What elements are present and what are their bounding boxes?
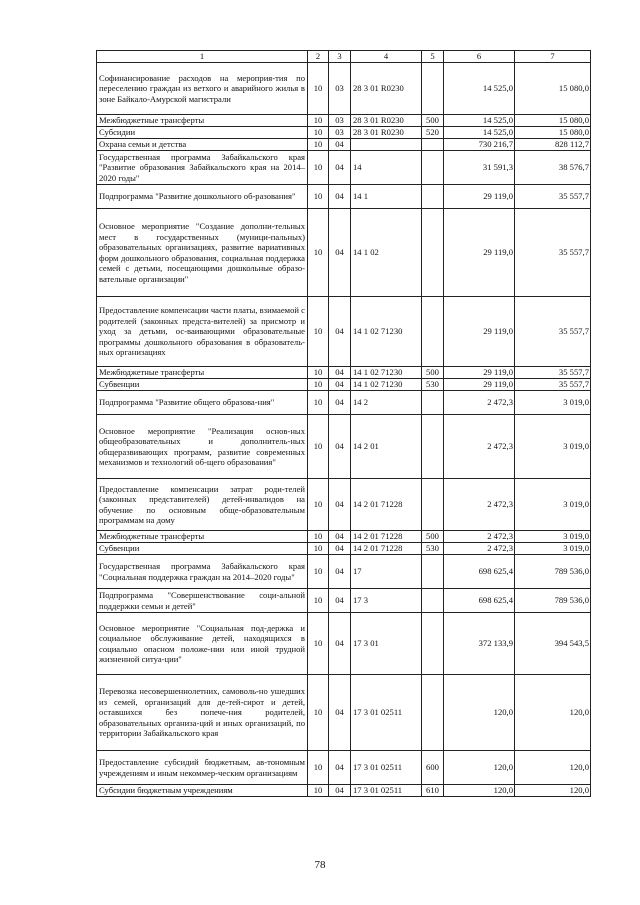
row-name: Межбюджетные трансферты (97, 367, 308, 379)
row-expense-type: 530 (422, 379, 444, 391)
row-amount-year1: 14 525,0 (444, 127, 515, 139)
row-expense-type (422, 613, 444, 675)
row-subsection: 04 (329, 531, 351, 543)
row-name: Государственная программа Забайкальского края "Социальная поддержка граждан на 2014–2020 годы" (97, 555, 308, 589)
row-amount-year2: 15 080,0 (515, 115, 591, 127)
row-target-article: 17 (351, 555, 422, 589)
table-row (97, 415, 591, 479)
row-amount-year1: 2 472,3 (444, 543, 515, 555)
row-target-article: 14 1 02 71230 (351, 379, 422, 391)
row-subsection: 04 (329, 415, 351, 479)
row-section: 10 (308, 751, 329, 785)
row-amount-year2: 120,0 (515, 675, 591, 751)
table-row (97, 531, 591, 543)
header-col-6: 6 (444, 51, 515, 63)
row-expense-type (422, 63, 444, 115)
row-amount-year2: 35 557,7 (515, 297, 591, 367)
row-name: Субвенции (97, 379, 308, 391)
row-amount-year2: 120,0 (515, 785, 591, 797)
row-subsection: 04 (329, 297, 351, 367)
row-amount-year2: 394 543,5 (515, 613, 591, 675)
row-subsection: 03 (329, 127, 351, 139)
row-target-article: 14 (351, 151, 422, 185)
page-number: 78 (314, 859, 326, 871)
row-target-article: 14 1 02 71230 (351, 367, 422, 379)
row-name: Субсидии бюджетным учреждениям (97, 785, 308, 797)
row-amount-year2: 35 557,7 (515, 379, 591, 391)
row-amount-year2: 15 080,0 (515, 63, 591, 115)
table-row (97, 479, 591, 531)
row-amount-year1: 29 119,0 (444, 379, 515, 391)
row-name: Субсидии (97, 127, 308, 139)
row-target-article: 28 3 01 R0230 (351, 127, 422, 139)
row-target-article: 14 1 02 (351, 209, 422, 297)
row-name: Основное мероприятие "Создание дополни-тельных мест в государственных (муници-пальных) образовательных организациях, развитие вариативных форм дошкольного образования, социальная поддержка семей с детьми, посещающими дошкольные образо-вательные организации" (97, 209, 308, 297)
row-name: Подпрограмма "Совершенствование соци-альной поддержки семьи и детей" (97, 589, 308, 613)
header-col-3: 3 (329, 51, 351, 63)
row-name: Подпрограмма "Развитие общего образова-ния" (97, 391, 308, 415)
table-row (97, 751, 591, 785)
row-subsection: 04 (329, 367, 351, 379)
row-target-article: 14 2 01 71228 (351, 543, 422, 555)
row-amount-year2: 3 019,0 (515, 531, 591, 543)
row-name: Межбюджетные трансферты (97, 115, 308, 127)
row-amount-year2: 15 080,0 (515, 127, 591, 139)
header-col-5: 5 (422, 51, 444, 63)
row-subsection: 04 (329, 613, 351, 675)
row-section: 10 (308, 785, 329, 797)
table-row (97, 115, 591, 127)
row-subsection: 04 (329, 785, 351, 797)
row-target-article: 17 3 (351, 589, 422, 613)
row-name: Предоставление компенсации затрат роди-телей (законных представителей) детей-инвалидов на обучение по основным обще-образовательным программам на дому (97, 479, 308, 531)
row-name: Софинансирование расходов на мероприя-тия по переселению граждан из ветхого и аварийного жилья в зоне Байкало-Амурской магистрали (97, 63, 308, 115)
header-col-1: 1 (97, 51, 308, 63)
row-amount-year2: 3 019,0 (515, 479, 591, 531)
row-expense-type: 500 (422, 531, 444, 543)
row-name: Межбюджетные трансферты (97, 531, 308, 543)
row-name: Государственная программа Забайкальского края "Развитие образования Забайкальского края на 2014–2020 годы" (97, 151, 308, 185)
row-section: 10 (308, 367, 329, 379)
row-target-article: 17 3 01 02511 (351, 751, 422, 785)
row-target-article: 14 2 (351, 391, 422, 415)
row-section: 10 (308, 139, 329, 151)
table-row (97, 543, 591, 555)
row-expense-type (422, 185, 444, 209)
header-col-2: 2 (308, 51, 329, 63)
row-section: 10 (308, 555, 329, 589)
row-amount-year1: 31 591,3 (444, 151, 515, 185)
row-section: 10 (308, 613, 329, 675)
row-amount-year1: 14 525,0 (444, 63, 515, 115)
row-expense-type (422, 555, 444, 589)
row-amount-year1: 730 216,7 (444, 139, 515, 151)
row-amount-year2: 828 112,7 (515, 139, 591, 151)
table-row (97, 151, 591, 185)
row-section: 10 (308, 415, 329, 479)
table-row (97, 613, 591, 675)
row-amount-year1: 29 119,0 (444, 297, 515, 367)
table-row (97, 391, 591, 415)
row-subsection: 04 (329, 139, 351, 151)
row-amount-year2: 3 019,0 (515, 415, 591, 479)
budget-table (96, 50, 591, 797)
row-target-article: 14 2 01 71228 (351, 479, 422, 531)
row-section: 10 (308, 63, 329, 115)
row-section: 10 (308, 115, 329, 127)
row-expense-type: 500 (422, 115, 444, 127)
row-amount-year2: 38 576,7 (515, 151, 591, 185)
row-name: Предоставление субсидий бюджетным, ав-тономным учреждениям и иным некоммер-ческим организациям (97, 751, 308, 785)
row-subsection: 04 (329, 589, 351, 613)
row-section: 10 (308, 479, 329, 531)
table-row (97, 785, 591, 797)
row-amount-year1: 29 119,0 (444, 209, 515, 297)
row-amount-year1: 120,0 (444, 785, 515, 797)
row-expense-type (422, 139, 444, 151)
row-name: Охрана семьи и детства (97, 139, 308, 151)
row-name: Основное мероприятие "Реализация основ-ных общеобразовательных и дополнитель-ных общеразвивающих программ, развитие современных механизмов и технологий об-щего образования" (97, 415, 308, 479)
row-subsection: 04 (329, 185, 351, 209)
row-amount-year1: 698 625,4 (444, 589, 515, 613)
row-amount-year2: 35 557,7 (515, 367, 591, 379)
row-name: Субвенции (97, 543, 308, 555)
row-amount-year1: 698 625,4 (444, 555, 515, 589)
row-section: 10 (308, 379, 329, 391)
table-row (97, 675, 591, 751)
row-name: Предоставление компенсации части платы, взимаемой с родителей (законных предста-вителей) за присмотр и уход за детьми, ос-ваивающими образовательные программы дошкольного образования в образователь-ных организациях (97, 297, 308, 367)
row-target-article: 14 1 (351, 185, 422, 209)
row-section: 10 (308, 297, 329, 367)
row-target-article: 17 3 01 02511 (351, 785, 422, 797)
table-row (97, 589, 591, 613)
budget-table-sheet (96, 50, 591, 797)
row-section: 10 (308, 531, 329, 543)
row-subsection: 04 (329, 675, 351, 751)
row-expense-type (422, 151, 444, 185)
row-expense-type (422, 479, 444, 531)
row-amount-year2: 789 536,0 (515, 555, 591, 589)
row-expense-type: 600 (422, 751, 444, 785)
row-expense-type: 520 (422, 127, 444, 139)
row-section: 10 (308, 675, 329, 751)
row-expense-type (422, 391, 444, 415)
row-name: Подпрограмма "Развитие дошкольного об-разования" (97, 185, 308, 209)
table-row (97, 555, 591, 589)
row-amount-year2: 120,0 (515, 751, 591, 785)
row-section: 10 (308, 185, 329, 209)
row-expense-type: 530 (422, 543, 444, 555)
row-expense-type (422, 209, 444, 297)
row-expense-type (422, 589, 444, 613)
row-target-article: 14 2 01 71228 (351, 531, 422, 543)
row-section: 10 (308, 391, 329, 415)
row-subsection: 04 (329, 151, 351, 185)
row-amount-year2: 35 557,7 (515, 209, 591, 297)
row-subsection: 03 (329, 115, 351, 127)
row-target-article: 14 2 01 (351, 415, 422, 479)
table-row (97, 139, 591, 151)
row-subsection: 03 (329, 63, 351, 115)
table-row (97, 185, 591, 209)
row-name: Перевозка несовершеннолетних, самоволь-но ушедших из семей, организаций для де-тей-сирот и детей, оставшихся без попече-ния родителей, образовательных организа-ций и иных организаций, по территории Забайкальского края (97, 675, 308, 751)
row-section: 10 (308, 151, 329, 185)
row-subsection: 04 (329, 391, 351, 415)
row-amount-year1: 120,0 (444, 675, 515, 751)
row-expense-type: 500 (422, 367, 444, 379)
row-section: 10 (308, 543, 329, 555)
row-amount-year1: 2 472,3 (444, 415, 515, 479)
row-amount-year1: 29 119,0 (444, 367, 515, 379)
table-row (97, 63, 591, 115)
row-target-article: 28 3 01 R0230 (351, 115, 422, 127)
row-target-article (351, 139, 422, 151)
row-amount-year2: 789 536,0 (515, 589, 591, 613)
row-amount-year2: 3 019,0 (515, 543, 591, 555)
row-expense-type: 610 (422, 785, 444, 797)
row-amount-year2: 3 019,0 (515, 391, 591, 415)
row-target-article: 17 3 01 (351, 613, 422, 675)
row-target-article: 14 1 02 71230 (351, 297, 422, 367)
row-amount-year1: 29 119,0 (444, 185, 515, 209)
row-name: Основное мероприятие "Социальная под-держка и социальное обслуживание детей, находящихся в социально опасном положе-нии или иной трудной жизненной ситуа-ции" (97, 613, 308, 675)
row-expense-type (422, 297, 444, 367)
row-target-article: 17 3 01 02511 (351, 675, 422, 751)
row-subsection: 04 (329, 209, 351, 297)
row-subsection: 04 (329, 751, 351, 785)
row-subsection: 04 (329, 379, 351, 391)
row-amount-year1: 2 472,3 (444, 391, 515, 415)
header-col-4: 4 (351, 51, 422, 63)
row-subsection: 04 (329, 479, 351, 531)
header-col-7: 7 (515, 51, 591, 63)
row-section: 10 (308, 209, 329, 297)
row-target-article: 28 3 01 R0230 (351, 63, 422, 115)
row-subsection: 04 (329, 555, 351, 589)
row-amount-year1: 120,0 (444, 751, 515, 785)
row-amount-year2: 35 557,7 (515, 185, 591, 209)
row-amount-year1: 2 472,3 (444, 479, 515, 531)
row-amount-year1: 372 133,9 (444, 613, 515, 675)
row-section: 10 (308, 589, 329, 613)
row-amount-year1: 14 525,0 (444, 115, 515, 127)
table-header-row (97, 51, 591, 63)
row-expense-type (422, 675, 444, 751)
table-row (97, 209, 591, 297)
table-row (97, 297, 591, 367)
table-row (97, 367, 591, 379)
row-subsection: 04 (329, 543, 351, 555)
row-amount-year1: 2 472,3 (444, 531, 515, 543)
table-row (97, 379, 591, 391)
row-expense-type (422, 415, 444, 479)
table-row (97, 127, 591, 139)
row-section: 10 (308, 127, 329, 139)
